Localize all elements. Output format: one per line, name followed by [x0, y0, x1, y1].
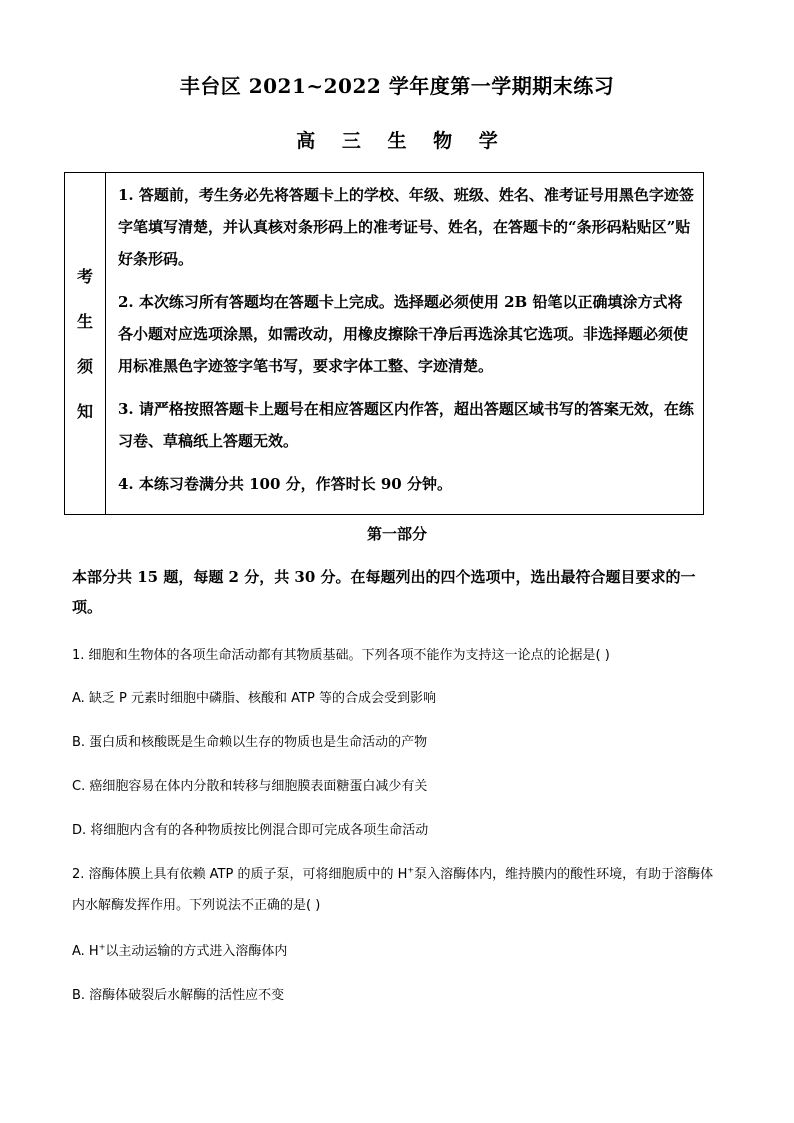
question-1-stem: 1. 细胞和生物体的各项生命活动都有其物质基础。下列各项不能作为支持这一论点的论据是( )	[72, 648, 610, 663]
notice-item: 1. 答题前，考生务必先将答题卡上的学校、年级、班级、姓名、准考证号用黑色字迹签字笔填写清楚，并认真核对条形码上的准考证号、姓名，在答题卡的“条形码粘贴区”贴好条形码。	[118, 186, 694, 268]
exam-title: 丰台区 2021~2022 学年度第一学期期末练习	[179, 74, 615, 98]
question-1-option-a: A. 缺乏 P 元素时细胞中磷脂、核酸和 ATP 等的合成会受到影响	[72, 691, 436, 706]
question-2-option-a	[72, 936, 722, 967]
notice-item: 2. 本次练习所有答题均在答题卡上完成。选择题必须使用 2B 铅笔以正确填涂方式将各小题对应选项涂黑，如需改动，用橡皮擦除干净后再选涂其它选项。非选择题必须使用标准黑色字迹签字笔书写，要求字体工整、字迹清楚。	[118, 293, 689, 375]
question-1-option-d: D. 将细胞内含有的各种物质按比例混合即可完成各项生命活动	[72, 823, 429, 838]
question-1-option-c: C. 癌细胞容易在体内分散和转移与细胞膜表面糖蛋白减少有关	[72, 779, 428, 794]
question-2-option-a-part: 以主动运输的方式进入溶酶体内	[105, 944, 288, 959]
notice-content	[106, 173, 703, 514]
part-description: 本部分共 15 题，每题 2 分，共 30 分。在每题列出的四个选项中，选出最符合题目要求的一项。	[72, 568, 696, 616]
exam-subject: 高 三 生 物 学	[296, 130, 508, 152]
notice-label-char: 须	[76, 356, 93, 376]
notice-item: 4. 本练习卷满分共 100 分，作答时长 90 分钟。	[118, 475, 452, 493]
question-2-stem-part: 2. 溶酶体膜上具有依赖 ATP 的质子泵，可将细胞质中的 H	[72, 867, 408, 882]
question-2-stem-part: 泵入溶酶体内，维持膜内的酸性环境，有助于溶酶体内水解酶发挥作用。下列说法不正确的是( )	[72, 867, 714, 913]
question-1-option-b: B. 蛋白质和核酸既是生命赖以生存的物质也是生命活动的产物	[72, 735, 428, 750]
notice-label	[65, 173, 106, 514]
question-2-option-b: B. 溶酶体破裂后水解酶的活性应不变	[72, 988, 285, 1003]
notice-label-char: 生	[76, 311, 93, 331]
notice-label-char: 考	[76, 266, 93, 286]
notice-item: 3. 请严格按照答题卡上题号在相应答题区内作答，超出答题区域书写的答案无效，在练习卷、草稿纸上答题无效。	[118, 400, 694, 450]
part-title: 第一部分	[366, 525, 427, 543]
candidate-notice-box	[64, 172, 704, 515]
superscript-plus: +	[98, 942, 106, 952]
question-2-option-a-part: A. H	[72, 944, 99, 959]
notice-label-char: 知	[76, 401, 93, 421]
superscript-plus: +	[407, 865, 415, 875]
question-2-stem	[72, 859, 722, 921]
